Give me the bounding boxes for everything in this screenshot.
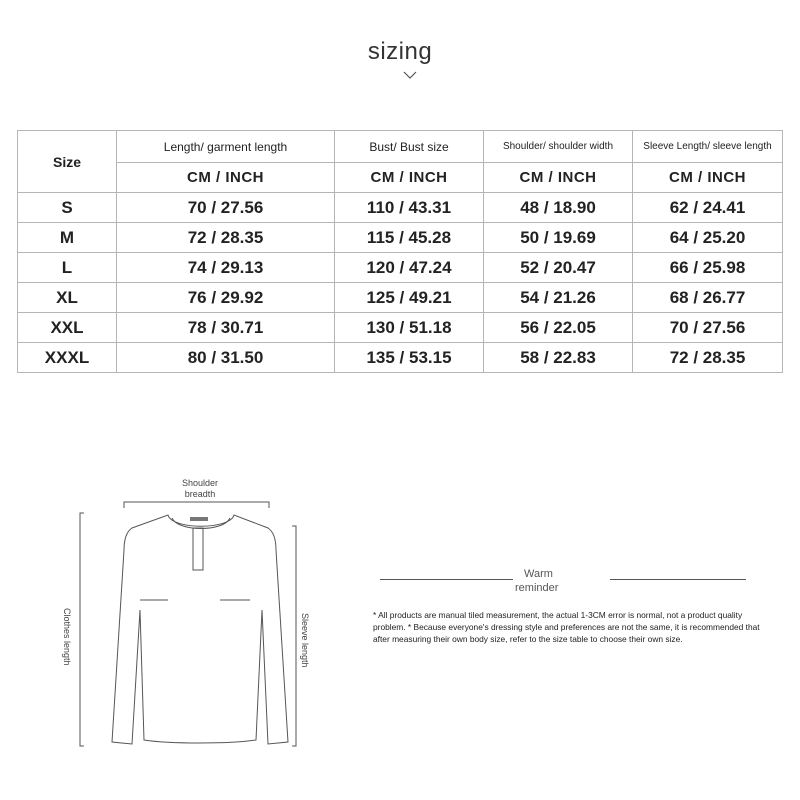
bust-cell: 135 / 53.15 (335, 343, 484, 373)
table-row (18, 253, 783, 283)
reminder-title (515, 567, 595, 595)
clothes-length-label: Clothes length (62, 608, 72, 666)
table-row (18, 223, 783, 253)
bust-cell: 120 / 47.24 (335, 253, 484, 283)
size-cell: XL (18, 283, 117, 313)
page-title: sizing (367, 38, 433, 65)
breadth-label: breadth (184, 489, 216, 499)
sleeve-cell: 68 / 26.77 (633, 283, 783, 313)
bust-cell: 130 / 51.18 (335, 313, 484, 343)
size-chart-table (17, 130, 783, 373)
length-cell: 74 / 29.13 (117, 253, 335, 283)
table-row (18, 193, 783, 223)
size-cell: M (18, 223, 117, 253)
unit-label: CM / INCH (335, 163, 484, 193)
length-cell: 70 / 27.56 (117, 193, 335, 223)
reminder-text: * All products are manual tiled measurement, the actual 1-3CM error is normal, not a product quality problem. * Because everyone's dressing style and preferences are not the same, it is recommended that after measuring their own body size, refer to the size table to choose their own size. (373, 610, 760, 644)
garment-diagram (60, 470, 340, 760)
size-cell: XXXL (18, 343, 117, 373)
column-header-sleeve: Sleeve Length/ sleeve length (633, 131, 783, 163)
chevron-down-icon (402, 70, 418, 80)
bust-cell: 110 / 43.31 (335, 193, 484, 223)
shoulder-cell: 56 / 22.05 (484, 313, 633, 343)
divider (610, 579, 746, 580)
unit-label: CM / INCH (117, 163, 335, 193)
shoulder-label: Shoulder (181, 478, 219, 488)
header-row (18, 131, 783, 163)
bust-cell: 115 / 45.28 (335, 223, 484, 253)
column-header-bust: Bust/ Bust size (335, 131, 484, 163)
sleeve-cell: 66 / 25.98 (633, 253, 783, 283)
bust-cell: 125 / 49.21 (335, 283, 484, 313)
divider (380, 579, 513, 580)
length-cell: 80 / 31.50 (117, 343, 335, 373)
reminder-title-line-1: Warm (524, 568, 553, 580)
column-header-length: Length/ garment length (117, 131, 335, 163)
length-cell: 72 / 28.35 (117, 223, 335, 253)
sleeve-length-label: Sleeve length (300, 613, 310, 668)
shirt-outline-icon (60, 470, 340, 760)
shoulder-cell: 50 / 19.69 (484, 223, 633, 253)
unit-row (18, 163, 783, 193)
sleeve-cell: 70 / 27.56 (633, 313, 783, 343)
size-cell: L (18, 253, 117, 283)
sleeve-cell: 62 / 24.41 (633, 193, 783, 223)
size-cell: XXL (18, 313, 117, 343)
table-row (18, 313, 783, 343)
sleeve-cell: 64 / 25.20 (633, 223, 783, 253)
size-cell: S (18, 193, 117, 223)
length-cell: 76 / 29.92 (117, 283, 335, 313)
length-cell: 78 / 30.71 (117, 313, 335, 343)
column-header-shoulder: Shoulder/ shoulder width (484, 131, 633, 163)
unit-label: CM / INCH (484, 163, 633, 193)
shoulder-cell: 58 / 22.83 (484, 343, 633, 373)
reminder-title-line-2: reminder (515, 582, 559, 594)
table-row (18, 343, 783, 373)
table-row (18, 283, 783, 313)
sleeve-cell: 72 / 28.35 (633, 343, 783, 373)
shoulder-cell: 48 / 18.90 (484, 193, 633, 223)
unit-label: CM / INCH (633, 163, 783, 193)
size-column-header: Size (18, 131, 117, 193)
shoulder-cell: 52 / 20.47 (484, 253, 633, 283)
shoulder-cell: 54 / 21.26 (484, 283, 633, 313)
